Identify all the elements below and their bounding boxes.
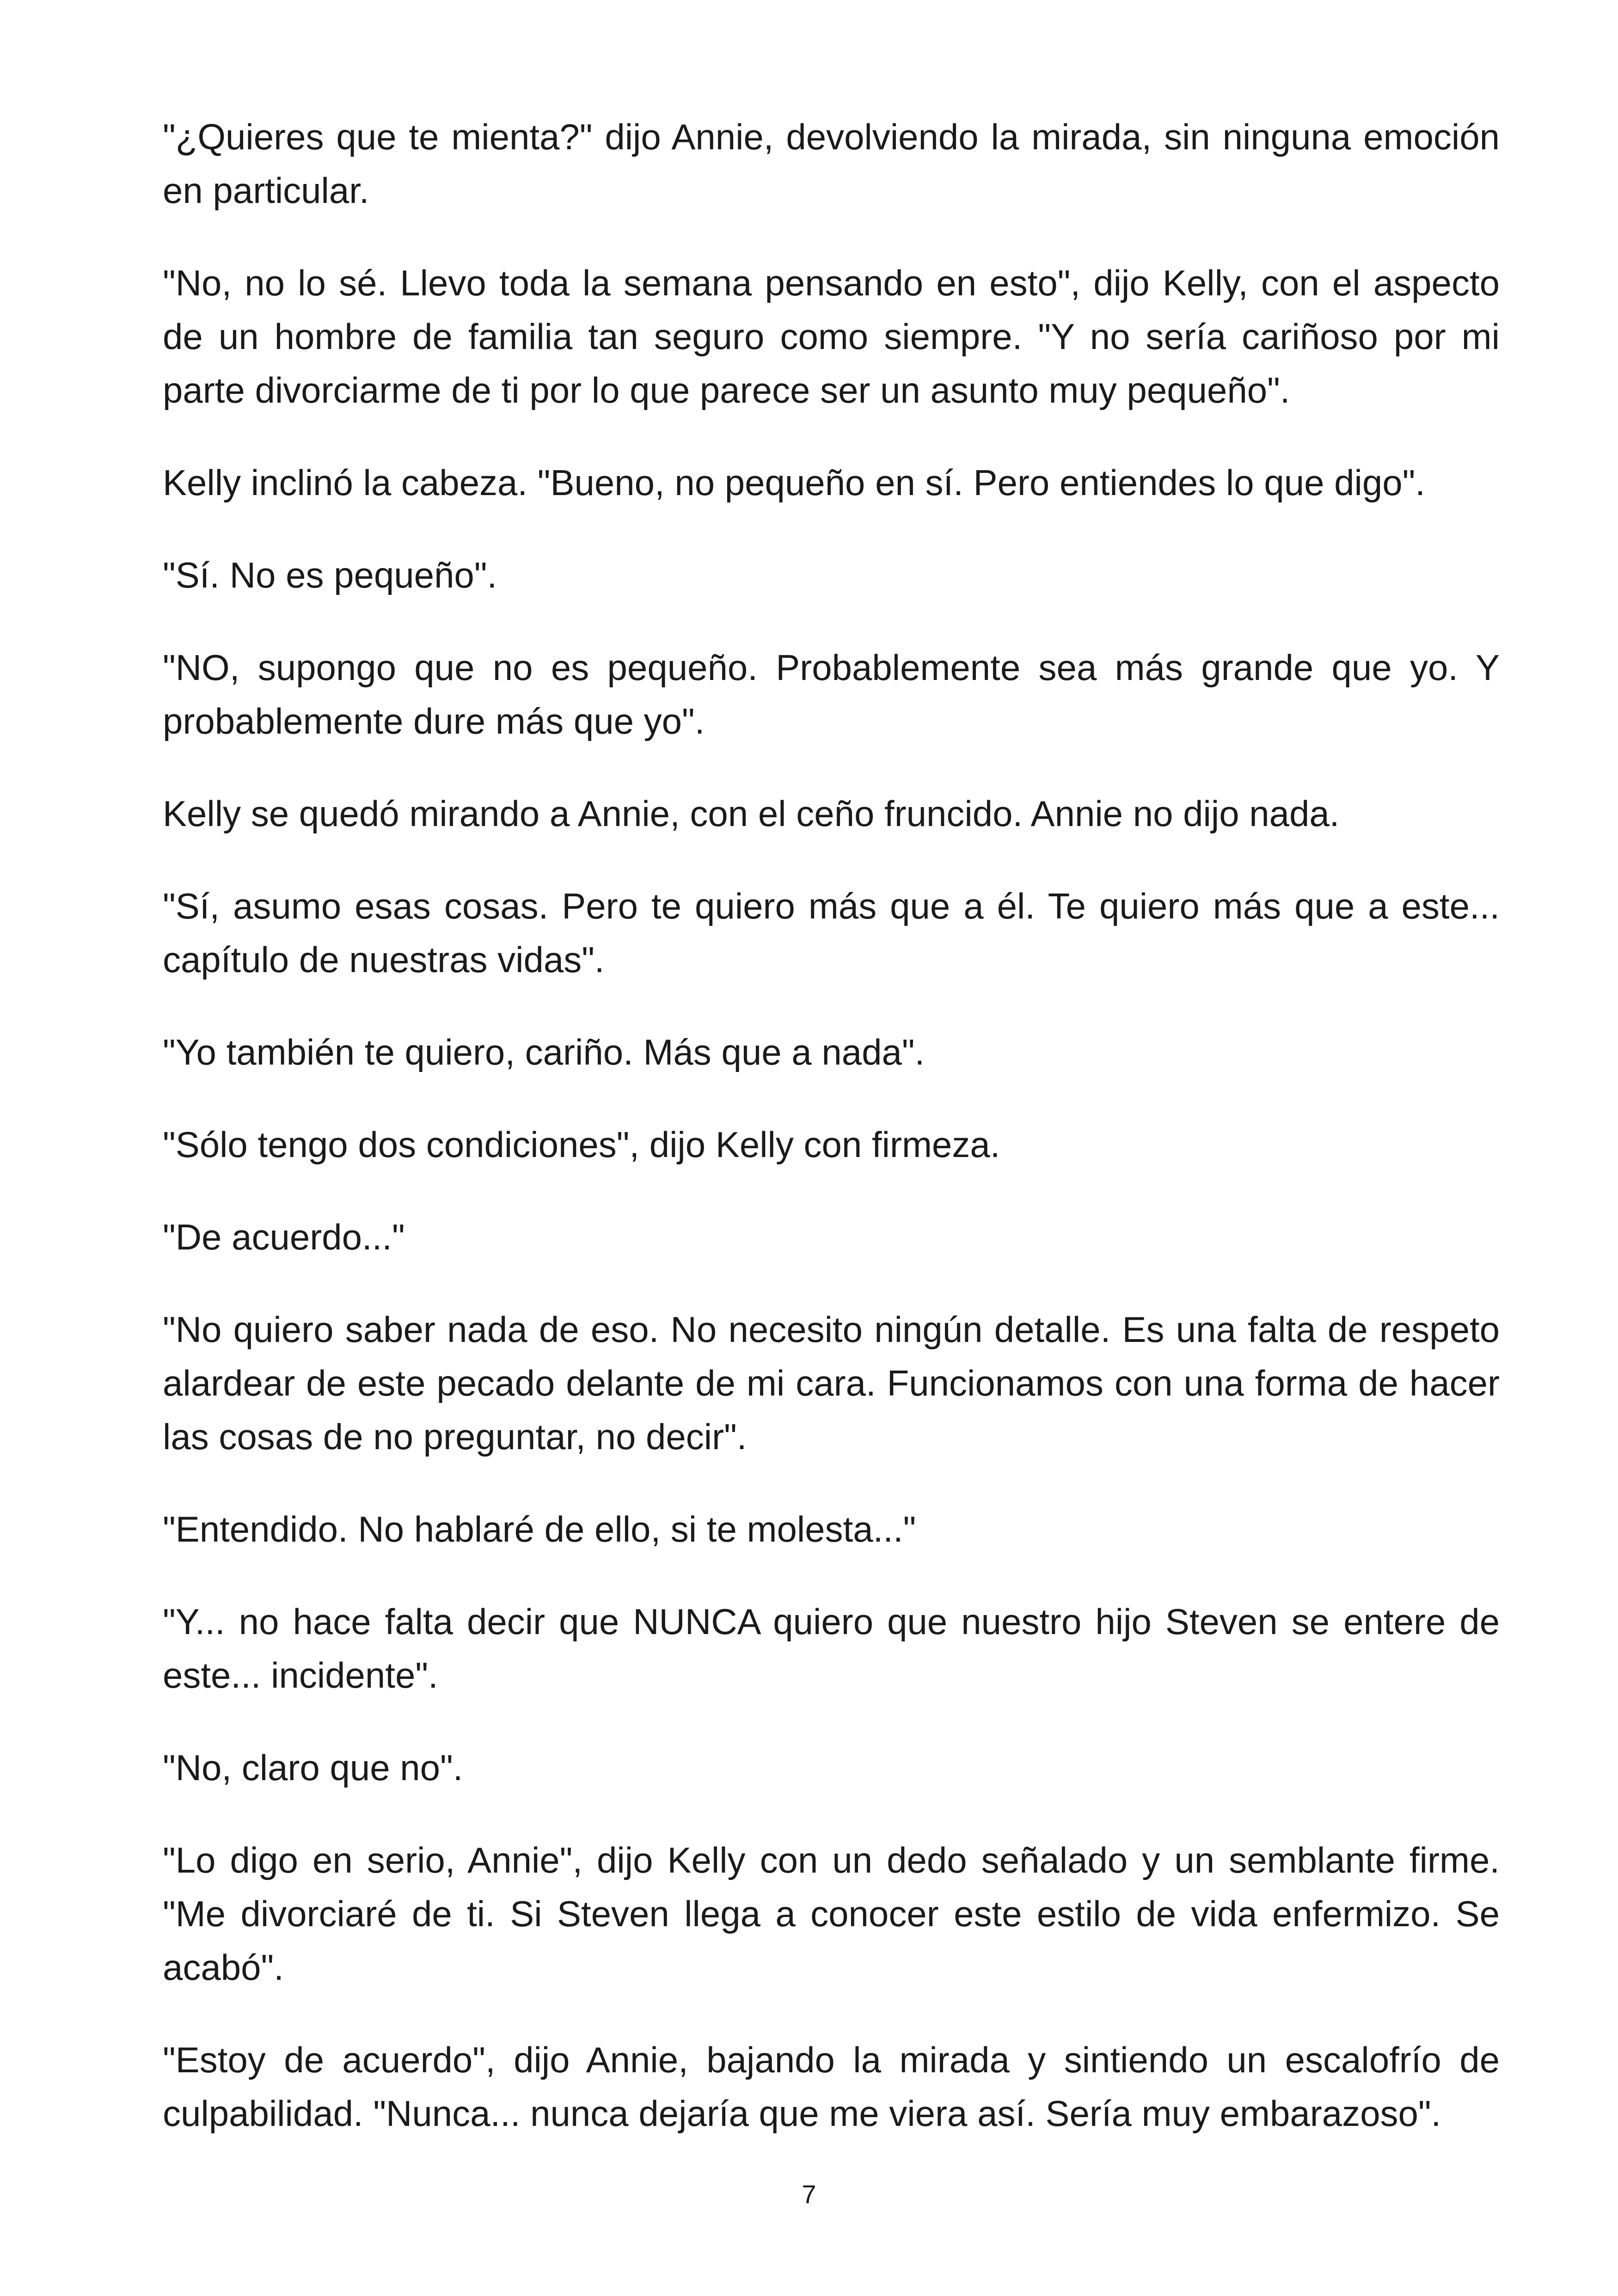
paragraph: "Entendido. No hablaré de ello, si te molesta..." [163, 1509, 916, 1549]
paragraph: "¿Quieres que te mienta?" dijo Annie, devolviendo la mirada, sin ninguna emoción en particular. [163, 116, 1500, 211]
paragraph: Kelly inclinó la cabeza. "Bueno, no pequeño en sí. Pero entiendes lo que digo". [163, 462, 1425, 503]
paragraph: "De acuerdo..." [163, 1217, 405, 1257]
paragraph: "NO, supongo que no es pequeño. Probablemente sea más grande que yo. Y probablemente dure más que yo". [163, 647, 1500, 741]
paragraph: Kelly se quedó mirando a Annie, con el ceño fruncido. Annie no dijo nada. [163, 793, 1340, 834]
page-number: 7 [802, 2180, 816, 2209]
paragraph: "Sí. No es pequeño". [163, 555, 497, 595]
paragraph: "Y... no hace falta decir que NUNCA quiero que nuestro hijo Steven se entere de este... incidente". [163, 1601, 1500, 1696]
paragraph: "No quiero saber nada de eso. No necesito ningún detalle. Es una falta de respeto alardear de este pecado delante de mi cara. Funcionamos con una forma de hacer las cosas de no preguntar, no decir". [163, 1309, 1500, 1457]
paragraph: "Sí, asumo esas cosas. Pero te quiero más que a él. Te quiero más que a este... capítulo de nuestras vidas". [163, 886, 1500, 980]
paragraph: "Lo digo en serio, Annie", dijo Kelly con un dedo señalado y un semblante firme. "Me divorciaré de ti. Si Steven llega a conocer este estilo de vida enfermizo. Se acabó". [163, 1840, 1500, 1988]
paragraph: "Yo también te quiero, cariño. Más que a nada". [163, 1032, 925, 1072]
paragraph: "No, claro que no". [163, 1747, 463, 1788]
paragraph: "Sólo tengo dos condiciones", dijo Kelly con firmeza. [163, 1124, 1000, 1165]
paragraph: "Estoy de acuerdo", dijo Annie, bajando la mirada y sintiendo un escalofrío de culpabilidad. "Nunca... nunca dejaría que me viera así. Sería muy embarazoso". [163, 2039, 1500, 2134]
document-body [163, 110, 1500, 2179]
paragraph: "No, no lo sé. Llevo toda la semana pensando en esto", dijo Kelly, con el aspecto de un hombre de familia tan seguro como siempre. "Y no sería cariñoso por mi parte divorciarme de ti por lo que parece ser un asunto muy pequeño". [163, 263, 1500, 410]
